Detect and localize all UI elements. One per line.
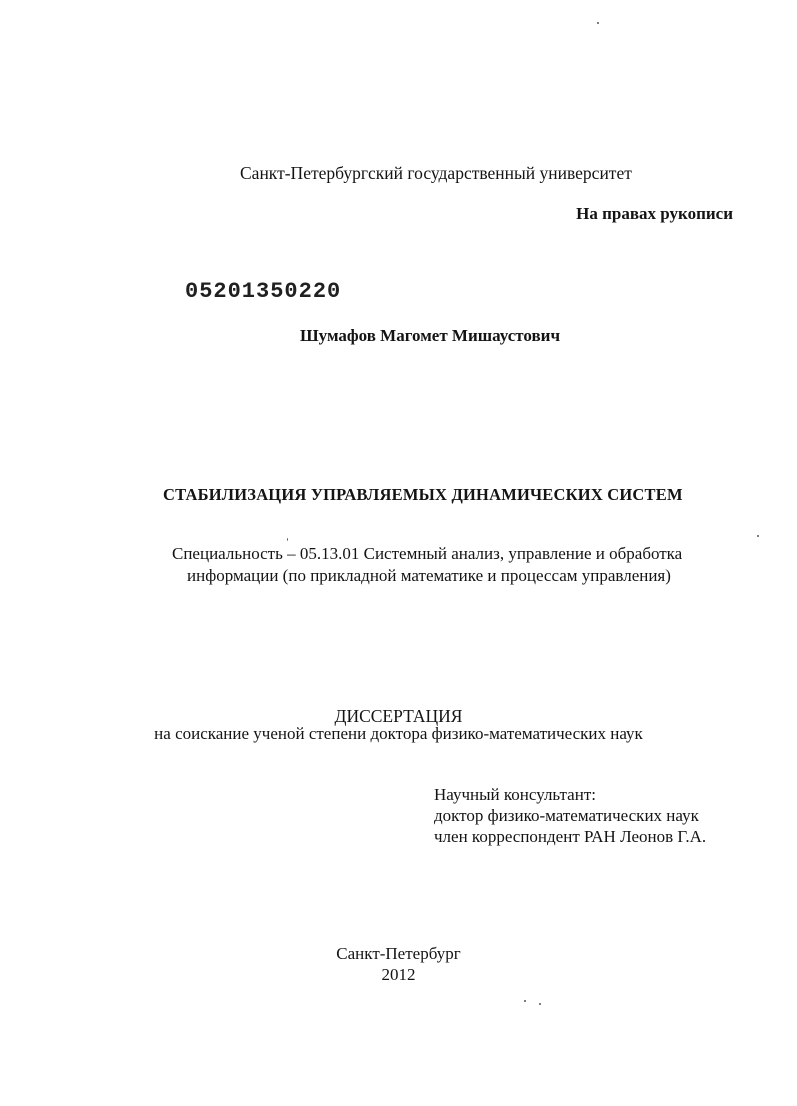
consultant-degree: доктор физико-математических наук	[434, 806, 699, 825]
city: Санкт-Петербург	[336, 944, 461, 963]
manuscript-rights-note: На правах рукописи	[576, 204, 733, 223]
registration-number-stamp: 05201350220	[185, 279, 342, 304]
dissertation-title: СТАБИЛИЗАЦИЯ УПРАВЛЯЕМЫХ ДИНАМИЧЕСКИХ СИСТЕМ	[163, 485, 683, 504]
scan-speck	[539, 1003, 541, 1005]
dissertation-subtitle: на соискание ученой степени доктора физико-математических наук	[154, 724, 643, 743]
scan-speck	[287, 538, 288, 541]
university-name: Санкт-Петербургский государственный университет	[240, 163, 632, 183]
author-name: Шумафов Магомет Мишаустович	[300, 326, 561, 345]
specialty-line-1: Специальность – 05.13.01 Системный анализ, управление и обработка	[172, 544, 683, 563]
dissertation-heading: ДИССЕРТАЦИЯ	[334, 706, 463, 726]
scan-speck	[597, 22, 599, 24]
specialty-line-2: информации (по прикладной математике и процессам управления)	[187, 566, 671, 585]
year: 2012	[381, 965, 416, 984]
scan-speck	[524, 1000, 526, 1002]
consultant-name: член корреспондент РАН Леонов Г.А.	[434, 827, 707, 846]
consultant-label: Научный консультант:	[434, 785, 596, 804]
scan-speck	[757, 535, 759, 537]
